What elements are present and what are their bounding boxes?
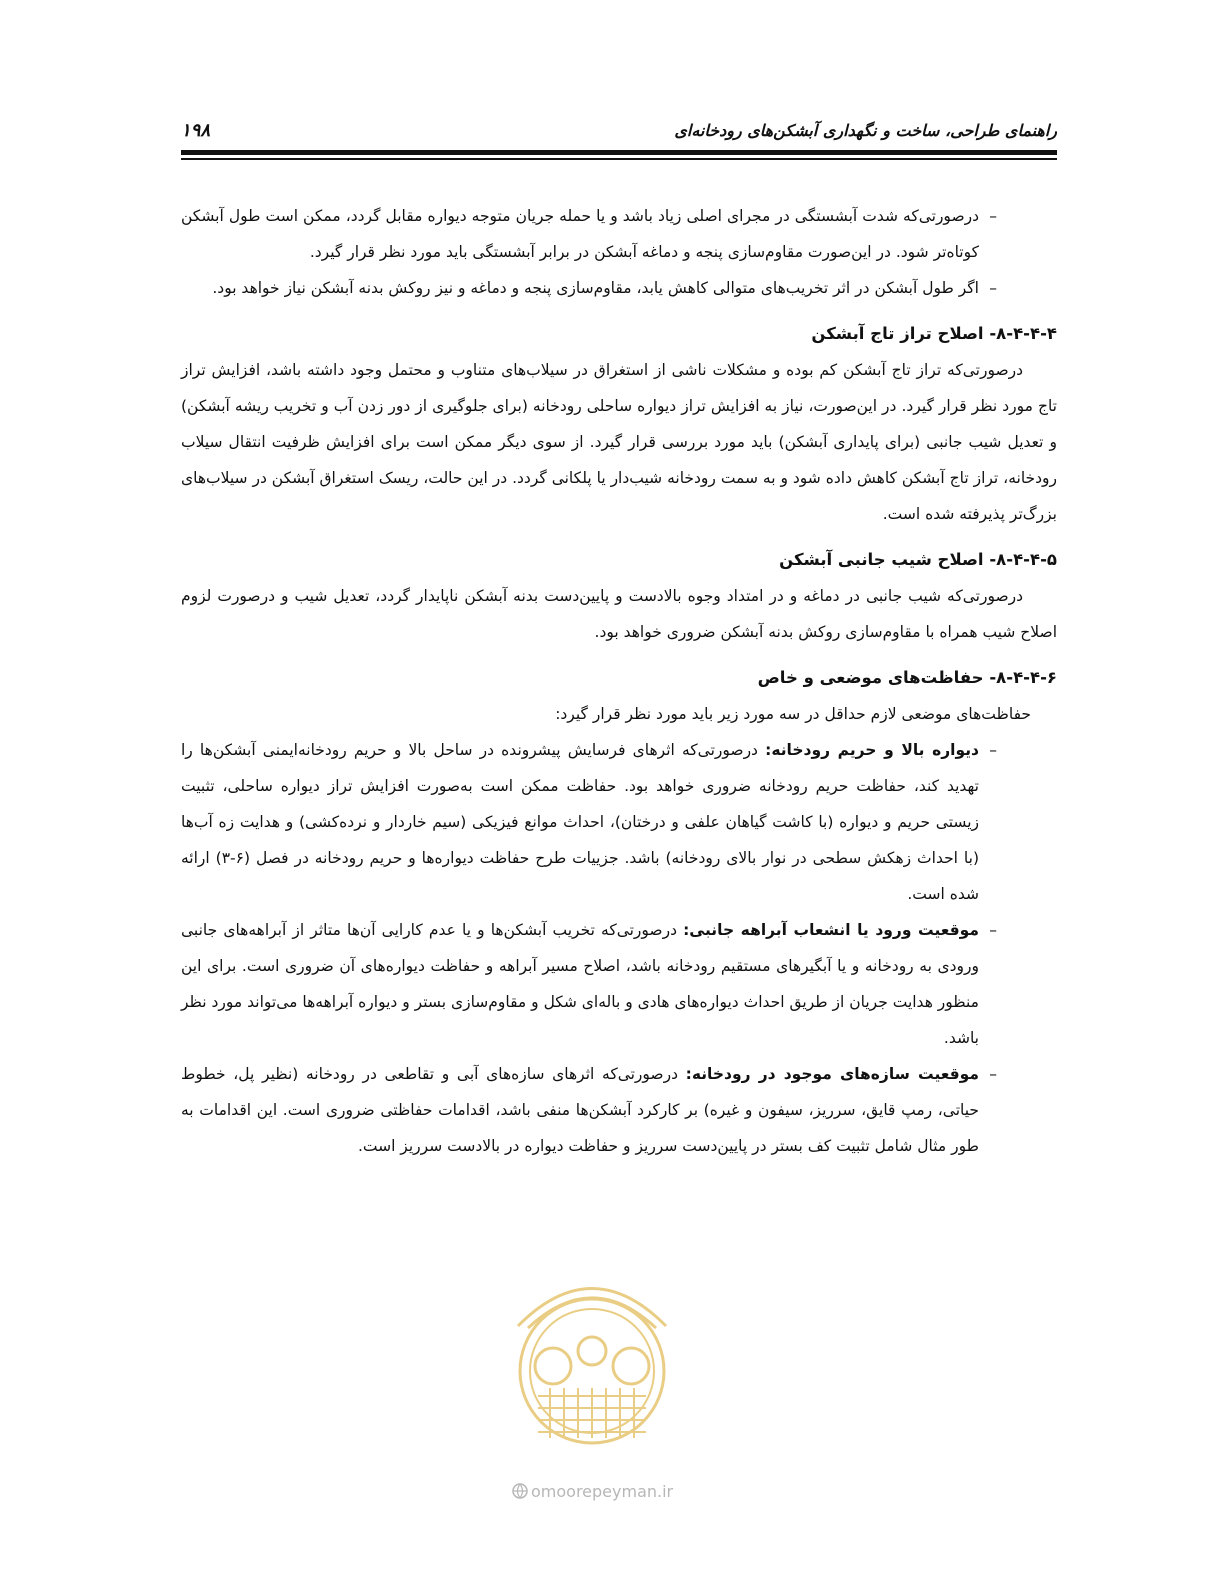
dash-bullet: – <box>989 207 997 225</box>
section-heading: ۸-۴-۴-۴- اصلاح تراز تاج آبشکن <box>811 324 1057 343</box>
section-paragraph: درصورتی‌که تراز تاج آبشکن کم بوده و مشکلات ناشی از استغراق در سیلاب‌های متناوب و محتمل وجود داشته باشد، افزایش تراز تاج مورد نظر قرار گیرد. در این‌صورت، نیاز به افزایش تراز دیواره ساحلی رودخانه (برای جلوگیری از دور زدن آب و تخریب ریشه آبشکن) و تعدیل شیب جانبی (برای پایداری آبشکن) باید مورد بررسی قرار گیرد. از سوی دیگر ممکن است برای افزایش ظرفیت انتقال سیلاب رودخانه، تراز تاج آبشکن کاهش داده شود و به سمت رودخانه شیب‌دار یا پلکانی گردد. در این حالت، ریسک استغراق آبشکن در سیلاب‌های بزرگ‌تر پذیرفته شده است. <box>181 361 1057 523</box>
dash-bullet: – <box>989 921 997 939</box>
running-title: راهنمای طراحی، ساخت و نگهداری آبشکن‌های رودخانه‌ای <box>674 121 1057 140</box>
list-item-text: درصورتی‌که اثرهای فرسایش پیشرونده در ساحل بالا و حریم رودخانه‌ایمنی آبشکن‌ها را تهدید کند، حفاظت حریم رودخانه ضروری خواهد بود. حفاظت ممکن است به‌صورت افزایش تراز دیواره ساحلی، تثبیت زیستی حریم و دیواره (با کاشت گیاهان علفی و درختان)، احداث موانع فیزیکی (سیم خاردار و نرده‌کشی) و هدایت زه آب‌ها (با احداث زهکش سطحی در نوار بالای رودخانه) باشد. جزییات طرح حفاظت دیواره‌ها و حریم رودخانه در فصل (۶-۳) ارائه شده است. <box>181 741 979 903</box>
dash-bullet: – <box>989 279 997 297</box>
list-item-text: درصورتی‌که اثرهای سازه‌های آبی و تقاطعی در رودخانه (نظیر پل، خطوط حیاتی، رمپ قایق، سرریز، سیفون و غیره) بر کارکرد آبشکن‌ها منفی باشد، اقدامات حفاظتی ضروری است. این اقدامات به طور مثال شامل تثبیت کف بستر در پایین‌دست سرریز و حفاظت دیواره در بالادست سرریز است. <box>181 1065 979 1155</box>
header-rule-thick <box>181 150 1057 155</box>
list-item-title: موقعیت ورود یا انشعاب آبراهه جانبی: <box>683 921 979 939</box>
section-paragraph: درصورتی‌که شیب جانبی در دماغه و در امتداد وجوه بالادست و پایین‌دست بدنه آبشکن ناپایدار گردد، تعدیل شیب و درصورت لزوم اصلاح شیب همراه با مقاوم‌سازی روکش بدنه آبشکن ضروری خواهد بود. <box>181 587 1057 641</box>
list-item-text: درصورتی‌که شدت آبشستگی در مجرای اصلی زیاد باشد و یا حمله جریان متوجه دیواره مقابل گردد، ممکن است طول آبشکن کوتاه‌تر شود. در این‌صورت مقاوم‌سازی پنجه و دماغه آبشکن در برابر آبشستگی باید مورد نظر قرار گیرد. <box>181 207 979 261</box>
list-item-text: درصورتی‌که تخریب آبشکن‌ها و یا عدم کارایی آن‌ها متاثر از آبراهه‌های جانبی ورودی به رودخانه و یا آبگیرهای مستقیم رودخانه باشد، اصلاح مسیر آبراهه و حفاظت دیواره‌های آن ضروری است. برای این منظور هدایت جریان از طریق احداث دیواره‌های هادی و باله‌ای شکل و مقاوم‌سازی بستر و دیواره آبراهه‌ها می‌تواند مورد نظر باشد. <box>181 921 979 1047</box>
list-item <box>181 198 1057 270</box>
watermark-website <box>512 1482 712 1501</box>
list-item <box>181 1056 1057 1164</box>
body-content <box>181 198 1057 1164</box>
watermark-seal <box>498 1256 686 1456</box>
website-text: omoorepeyman.ir <box>531 1482 674 1501</box>
globe-icon <box>512 1483 528 1499</box>
list-item <box>181 270 1057 306</box>
dash-bullet: – <box>989 1065 997 1083</box>
section-heading: ۸-۴-۴-۵- اصلاح شیب جانبی آبشکن <box>779 550 1057 569</box>
page-header <box>181 118 1057 146</box>
section-heading: ۸-۴-۴-۶- حفاظت‌های موضعی و خاص <box>757 668 1057 687</box>
dash-bullet: – <box>989 741 997 759</box>
section-lead: حفاظت‌های موضعی لازم حداقل در سه مورد زیر باید مورد نظر قرار گیرد: <box>555 705 1031 723</box>
list-item-title: دیواره بالا و حریم رودخانه: <box>765 741 979 759</box>
header-rule-thin <box>181 158 1057 160</box>
list-item-title: موقعیت سازه‌های موجود در رودخانه: <box>685 1065 979 1083</box>
list-item <box>181 912 1057 1056</box>
list-item-text: اگر طول آبشکن در اثر تخریب‌های متوالی کاهش یابد، مقاوم‌سازی پنجه و دماغه و نیز روکش بدنه آبشکن نیاز خواهد بود. <box>212 279 979 297</box>
page-number: ۱۹۸ <box>181 120 211 141</box>
list-item <box>181 732 1057 912</box>
